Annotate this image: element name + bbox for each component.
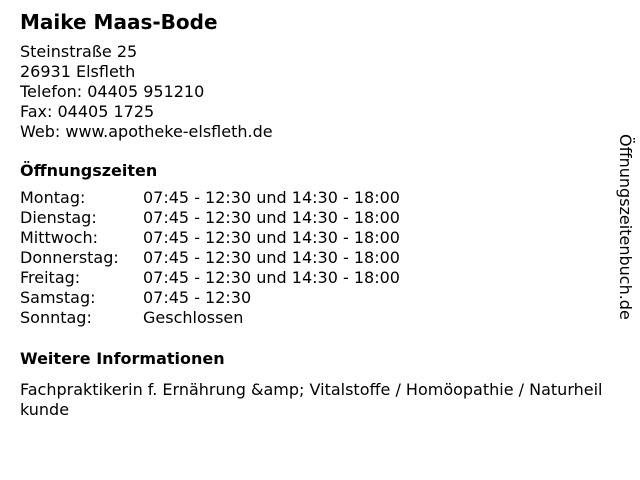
hours-row-thursday [20,248,610,268]
hours-row-friday [20,268,610,288]
time-range: 07:45 - 12:30 [143,288,252,307]
hours-row-sunday [20,308,610,328]
hours-row-wednesday [20,228,610,248]
day-label: Sonntag: [20,308,92,327]
day-label: Dienstag: [20,208,97,227]
time-range: 07:45 - 12:30 und 14:30 - 18:00 [143,208,400,227]
phone-line: Telefon: 04405 951210 [20,82,205,101]
pharmacy-name: Maike Maas-Bode [20,10,218,34]
site-brand-vertical: Öffnungszeitenbuch.de [616,134,635,320]
street-line: Steinstraße 25 [20,42,138,61]
hours-row-tuesday [20,208,610,228]
time-range: 07:45 - 12:30 und 14:30 - 18:00 [143,248,400,267]
day-label: Freitag: [20,268,81,287]
web-line: Web: www.apotheke-elsfleth.de [20,122,273,141]
address-block [20,42,610,142]
more-info-heading: Weitere Informationen [20,349,225,368]
pharmacy-card [20,8,610,420]
opening-hours-table [20,188,610,328]
time-range: 07:45 - 12:30 und 14:30 - 18:00 [143,228,400,247]
day-label: Samstag: [20,288,96,307]
time-range: Geschlossen [143,308,244,327]
city-line: 26931 Elsfleth [20,62,136,81]
hours-row-monday [20,188,610,208]
hours-row-saturday [20,288,610,308]
opening-hours-heading: Öffnungszeiten [20,161,158,180]
day-label: Mittwoch: [20,228,98,247]
time-range: 07:45 - 12:30 und 14:30 - 18:00 [143,268,400,287]
more-info-text: Fachpraktikerin f. Ernährung &amp; Vitalstoffe / Homöopathie / Naturheilkunde [20,380,603,419]
day-label: Donnerstag: [20,248,119,267]
time-range: 07:45 - 12:30 und 14:30 - 18:00 [143,188,400,207]
day-label: Montag: [20,188,86,207]
fax-line: Fax: 04405 1725 [20,102,155,121]
